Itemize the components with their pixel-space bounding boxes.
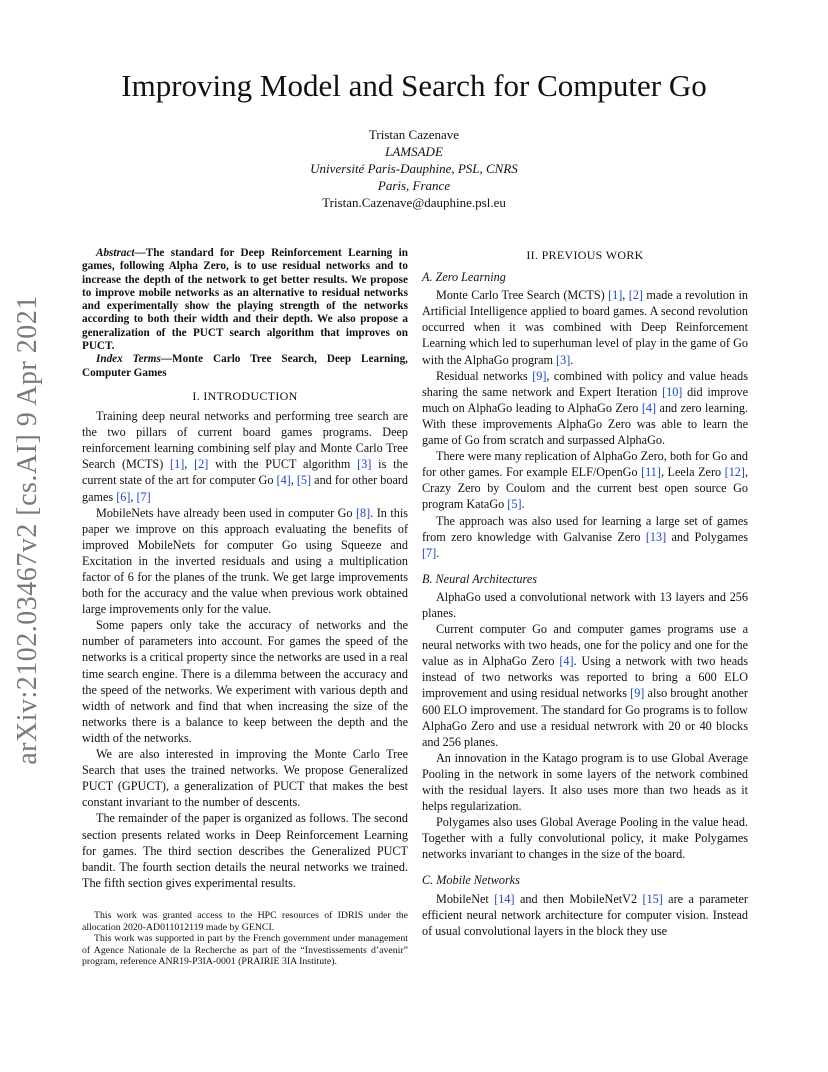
citation-link[interactable]: [2] (628, 288, 643, 303)
footnotes (82, 910, 408, 968)
abstract-text: —The standard for Deep Reinforcement Learning in games, following Alpha Zero, is to use residual networks and to increase the depth of the network to get better results. We propose to improve mobile networks as an alternative to residual networks and experimentally show the playing strength of the networks according to both their width and their depth. We also propose a generalization of the PUCT search algorithm that improves on PUCT. (82, 247, 408, 353)
paper-title: Improving Model and Search for Computer Go (121, 68, 707, 103)
zero-learning-paragraph-2: Residual networks [9], combined with policy and value heads sharing the same network and Expert Iteration [10] did improve much on AlphaGo leading to AlphaGo Zero [4] and zero learning. With these improvements AlphaGo Zero was able to learn the game of Go from scratch and surpassed AlphaGo. (422, 368, 749, 448)
section-heading-introduction: I. INTRODUCTION (192, 388, 298, 403)
citation-link[interactable]: [7] (136, 489, 151, 504)
citation-link[interactable]: [5] (507, 497, 522, 512)
author-affiliation-university: Université Paris-Dauphine, PSL, CNRS (310, 161, 518, 176)
citation-link[interactable]: [9] (630, 686, 645, 701)
footnote-funding: This work was supported in part by the French government under management of Agence Nationale de la Recherche as part of the “Investissements d’avenir” program, reference ANR19-P3IA-0001 (PRAIRIE 3IA Institute). (82, 933, 408, 967)
citation-link[interactable]: [7] (422, 545, 437, 560)
citation-link[interactable]: [12] (724, 465, 745, 480)
citation-link[interactable]: [1] (170, 457, 185, 472)
author-location: Paris, France (377, 178, 451, 193)
zero-learning-paragraph-1: Monte Carlo Tree Search (MCTS) [1], [2] made a revolution in Artificial Intelligence applied to board games. A second revolution occurred when it was combined with Deep Reinforcement Learning which led to superhuman level of play in the game of Go with the AlphaGo program [3]. (422, 288, 748, 367)
citation-link[interactable]: [14] (494, 891, 515, 906)
architectures-paragraph-3: An innovation in the Katago program is to use Global Average Pooling in the network in some layers of the network combined with the residual layers. It also uses more than two heads as it helps regularization. (422, 750, 748, 814)
author-email: Tristan.Cazenave@dauphine.psl.eu (322, 195, 506, 210)
zero-learning-paragraph-4: The approach was also used for learning a large set of games from zero knowledge with Galvanise Zero [13] and Polygames [7]. (422, 513, 748, 560)
intro-paragraph-5: The remainder of the paper is organized as follows. The second section presents related works in Deep Reinforcement Learning for games. The third section describes the Generalized PUCT bandit. The fourth section details the neural networks we trained. The fifth section gives experimental results. (82, 811, 408, 890)
index-terms (82, 353, 408, 380)
arxiv-stamp (8, 295, 48, 765)
citation-link[interactable]: [4] (641, 400, 657, 415)
subsection-heading-zero-learning: A. Zero Learning (422, 270, 506, 285)
subsection-heading-mobile-networks: C. Mobile Networks (422, 873, 520, 888)
citation-link[interactable]: [13] (645, 529, 667, 544)
intro-paragraph-4: We are also interested in improving the Monte Carlo Tree Search that uses the trained networks. We propose Generalized PUCT (GPUCT), a generalization of PUCT that makes the best constant invariant to the number of descents. (82, 747, 408, 810)
citation-link[interactable]: [2] (194, 457, 209, 472)
index-terms-label: Index Terms (96, 353, 161, 366)
zero-learning-paragraph-3: There were many replication of AlphaGo Zero, both for Go and for other games. For example ELF/OpenGo [11], Leela Zero [12], Crazy Zero by Coulom and the current best open source Go program KataGo [5]. (422, 449, 748, 512)
architectures-paragraph-2: Current computer Go and computer games programs use a neural networks with two heads, one for the policy and one for the value as in AlphaGo Zero [4]. Using a network with two heads instead of two networks was reported to bring a 600 ELO improvement and using residual networks [9] also brought another 600 ELO improvement. The standard for Go programs is to follow AlphaGo Zero and use a residual netwrork with 20 or 40 blocks and 256 planes. (422, 622, 748, 749)
citation-link[interactable]: [15] (642, 891, 663, 906)
index-terms-text: —Monte Carlo Tree Search, Deep Learning, Computer Games (82, 353, 408, 379)
mobile-networks-paragraph-1: MobileNet [14] and then MobileNetV2 [15] are a parameter efficient neural network architecture for computer vision. Instead of usual convolutional layers in the block they use (422, 891, 748, 938)
citation-link[interactable]: [9] (532, 368, 547, 383)
intro-paragraph-2: MobileNets have already been used in computer Go [8]. In this paper we improve on this approach evaluating the benefits of improved MobileNets for computer Go using Squeeze and Excitation in the inverted residuals and using a multiplication factor of 6 for the planes of the trunk. We get large improvements both for the accuracy and the value when previous work obtained large improvements only for the value. (82, 505, 408, 617)
citation-link[interactable]: [4] (276, 473, 291, 488)
citation-link[interactable]: [10] (662, 384, 683, 399)
left-column (82, 247, 408, 891)
intro-paragraph-3: Some papers only take the accuracy of networks and the number of parameters into account. For games the speed of the networks is a critical property since the networks are used in a real time search engine. There is a dilemma between the accuracy and the speed of the networks. We experiment with various depth and width of network and find that when increasing the size of the networks there is a balance to keep between the depth and the width of the networks. (82, 618, 408, 745)
subsection-heading-neural-architectures: B. Neural Architectures (422, 571, 537, 586)
citation-link[interactable]: [3] (556, 352, 571, 367)
intro-paragraph-1: Training deep neural networks and performing tree search are the two pillars of current board games programs. Deep reinforcement learning combining self play and Monte Carlo Tree Search (MCTS) [1], [2] with the PUCT algorithm [3] is the current state of the art for computer Go [4], [5] and for other board games [6], [7] (82, 409, 409, 504)
author-name: Tristan Cazenave (368, 127, 460, 142)
architectures-paragraph-4: Polygames also uses Global Average Pooling in the value head. Together with a fully convolutional policy, it make Polygames networks invariant to changes in the size of the board. (422, 815, 748, 862)
abstract-label: Abstract (96, 247, 135, 259)
arxiv-id: arXiv:2102.03467v2 [cs.AI] 9 Apr 2021 (12, 295, 43, 765)
citation-link[interactable]: [1] (608, 288, 623, 303)
citation-link[interactable]: [11] (641, 465, 661, 480)
citation-link[interactable]: [8] (356, 505, 371, 520)
author-affiliation-lab: LAMSADE (385, 144, 443, 159)
footnote-hpc: This work was granted access to the HPC resources of IDRIS under the allocation 2020-AD011012119 made by GENCI. (82, 910, 408, 933)
abstract (82, 247, 408, 353)
citation-link[interactable]: [6] (116, 489, 131, 504)
citation-link[interactable]: [5] (296, 473, 312, 488)
citation-link[interactable]: [3] (357, 457, 372, 472)
section-heading-previous-work: II. PREVIOUS WORK (526, 248, 644, 262)
architectures-paragraph-1: AlphaGo used a convolutional network with 13 layers and 256 planes. (422, 589, 748, 620)
right-column (422, 247, 748, 939)
citation-link[interactable]: [4] (559, 654, 574, 669)
